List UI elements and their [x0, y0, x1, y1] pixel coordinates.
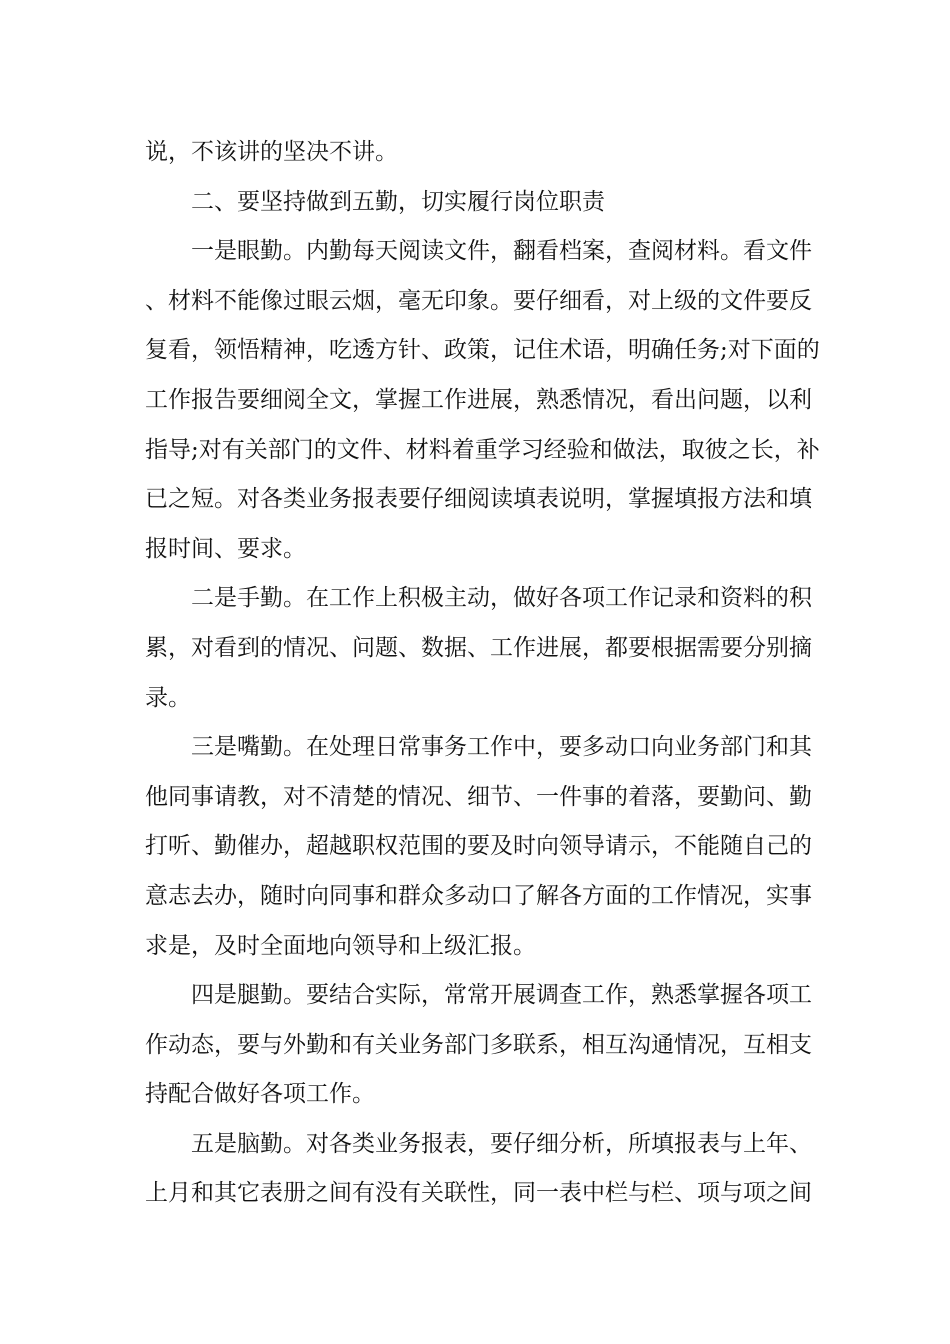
paragraph-hand-diligence: 二是手勤。在工作上积极主动，做好各项工作记录和资料的积累，对看到的情况、问题、数据、工作进展，都要根据需要分别摘录。: [145, 585, 812, 711]
paragraph-mouth-diligence: 三是嘴勤。在处理日常事务工作中，要多动口向业务部门和其他同事请教，对不清楚的情况、细节、一件事的着落，要勤问、勤打听、勤催办，超越职权范围的要及时向领导请示，不能随自己的意志去办，随时向同事和群众多动口了解各方面的工作情况，实事求是，及时全面地向领导和上级汇报。: [145, 734, 812, 959]
paragraph-brain-diligence: 五是脑勤。对各类业务报表，要仔细分析，所填报表与上年、上月和其它表册之间有没有关联性，同一表中栏与栏、项与项之间: [145, 1130, 812, 1207]
paragraph-continuation: 说，不该讲的坚决不讲。: [145, 139, 398, 165]
paragraph-leg-diligence: 四是腿勤。要结合实际，常常开展调查工作，熟悉掌握各项工作动态，要与外勤和有关业务部门多联系，相互沟通情况，互相支持配合做好各项工作。: [145, 982, 812, 1108]
section-heading: 二、要坚持做到五勤，切实履行岗位职责: [191, 188, 605, 215]
document-body: [145, 128, 825, 1219]
paragraph-eye-diligence: 一是眼勤。内勤每天阅读文件，翻看档案，查阅材料。看文件、材料不能像过眼云烟，毫无印象。要仔细看，对上级的文件要反复看，领悟精神，吃透方针、政策，记住术语，明确任务;对下面的工作报告要细阅全文，掌握工作进展，熟悉情况，看出问题，以利指导;对有关部门的文件、材料着重学习经验和做法，取彼之长，补已之短。对各类业务报表要仔细阅读填表说明，掌握填报方法和填报时间、要求。: [145, 238, 820, 562]
